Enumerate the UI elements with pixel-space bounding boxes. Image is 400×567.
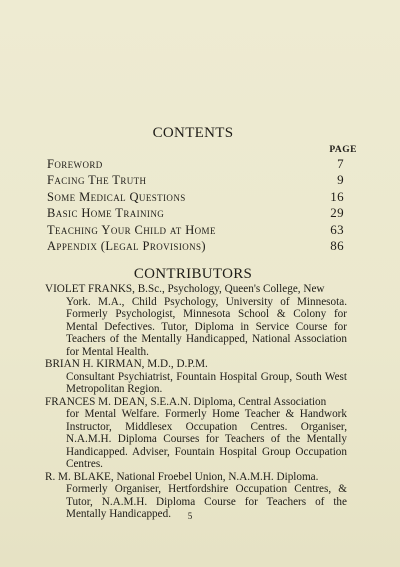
page-number: 5: [187, 511, 193, 521]
toc-row: [47, 189, 344, 205]
toc-title: Teaching Your Child at Home: [47, 222, 216, 237]
toc-row: [47, 156, 344, 172]
toc-row: [47, 222, 344, 238]
contributor-details: York. M.A., Child Psychology, University of Minnesota. Formerly Psychologist, Minnesota School & Colony for Mental Defectives. Tutor, Diploma in Service Course for Teachers of the Mentally Handicapped, National Association for Mental Health.: [66, 295, 347, 358]
toc-page-number: 9: [337, 172, 344, 188]
toc-page-number: 29: [330, 205, 344, 221]
table-of-contents: [47, 156, 344, 254]
toc-title: Basic Home Training: [47, 206, 165, 221]
contributor-details: Formerly Organiser, Hertfordshire Occupation Centres, & Tutor, N.A.M.H. Diploma Course for Teachers of the Mentally Handicapped.: [66, 483, 347, 520]
toc-page-number: 63: [330, 221, 344, 237]
contributor-name: BRIAN H. KIRMAN, M.D., D.P.M.: [45, 358, 208, 370]
toc-title: Foreword: [47, 157, 103, 171]
page-column-label: PAGE: [329, 145, 357, 155]
toc-page-number: 7: [337, 156, 344, 171]
contributor-details: for Mental Welfare. Formerly Home Teacher & Handwork Instructor, Middlesex Occupation Centres. Organiser, N.A.M.H. Diploma Courses for Teachers of the Mentally Handicapped. Adviser, Fountain Hospital Group Occupation Centres.: [66, 408, 347, 470]
toc-title: Appendix (Legal Provisions): [47, 238, 206, 253]
contributor-entry: [45, 396, 347, 471]
contributor-details: Consultant Psychiatrist, Fountain Hospital Group, South West Metropolitan Region.: [66, 370, 347, 395]
toc-row: [47, 205, 344, 221]
toc-page-number: 86: [330, 237, 344, 253]
toc-title: Some Medical Questions: [47, 189, 186, 204]
contributor-name: VIOLET FRANKS, B.Sc., Psychology, Queen's College, New: [45, 283, 325, 295]
contributor-entry: [45, 358, 347, 396]
contributors-list: [45, 283, 347, 521]
contributor-name: FRANCES M. DEAN, S.E.A.N. Diploma, Central Association: [45, 395, 327, 408]
contributor-entry: [45, 283, 347, 358]
contributor-name: R. M. BLAKE, National Froebel Union, N.A.M.H. Diploma.: [45, 470, 319, 483]
contents-heading: CONTENTS: [152, 125, 234, 141]
toc-row: [47, 238, 344, 254]
contributors-heading: CONTRIBUTORS: [133, 266, 253, 282]
toc-row: [47, 172, 344, 188]
toc-title: Facing The Truth: [47, 173, 147, 188]
toc-page-number: 16: [330, 188, 344, 204]
